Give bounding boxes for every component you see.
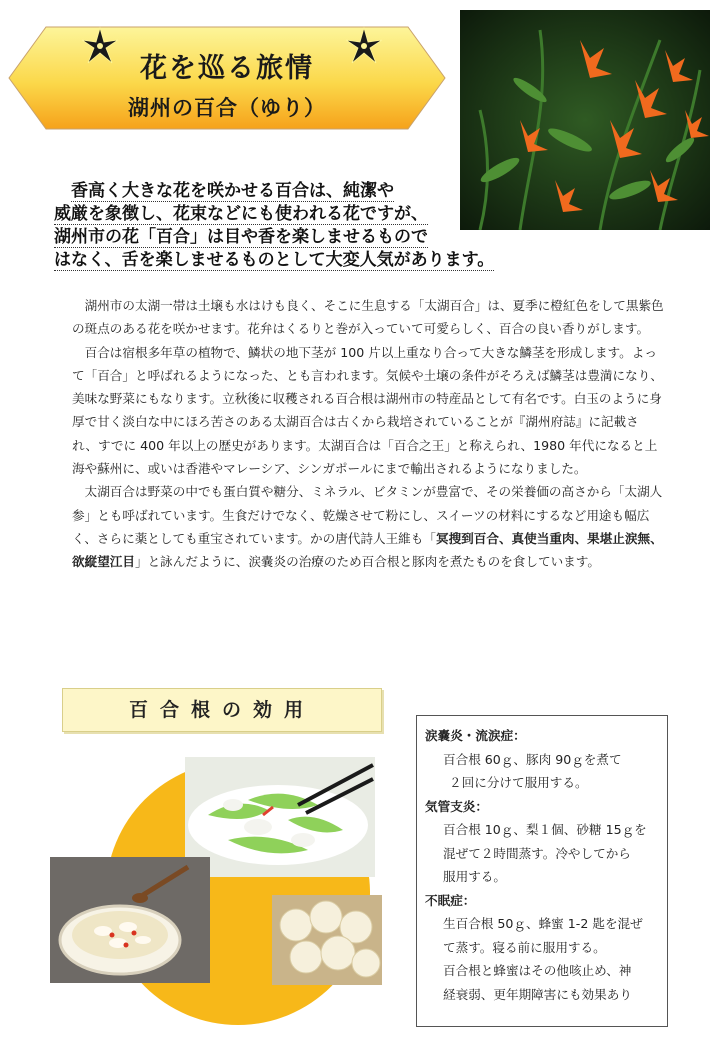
intro-line-2: 威厳を象徴し、花束などにも使われる花ですが、 [54, 204, 428, 224]
lily-soup-photo [50, 857, 210, 983]
paragraph-2: 百合は宿根多年草の植物で、鱗状の地下茎が 100 片以上重なり合って大きな鱗茎を形成します。よって「百合」と呼ばれるようになった、とも言われます。気候や土壌の条件がそろえば鱗茎は豊満になり、美味な野菜にもなります。立秋後に収穫される百合根は湖州市の特産品として有名です。白玉のように身厚で甘く淡白な中にほろ苦さのある太湖百合は古くから栽培されていることが『湖州府誌』に記載され、すでに 400 年以上の歴史があります。太湖百合は「百合之王」と称えられ、1980 年代になると上海や蘇州に、或いは香港やマレーシア、シンガポールにまで輸出されるようになりました。 [72, 344, 663, 477]
remedy-line: 百合根 60ｇ、豚肉 90ｇを煮て [443, 751, 622, 767]
remedy-line: 百合根 10ｇ、梨１個、砂糖 15ｇを [443, 822, 647, 837]
paragraph-3: 太湖百合は野菜の中でも蛋白質や糖分、ミネラル、ビタミンが豊富で、その栄養価の高さから「太湖人参」とも呼ばれています。生食だけでなく、乾燥させて粉にし、スイーツの材料にするなど用途も幅広く、さらに薬としても重宝されています。かの唐代詩人王維も「冥搜到百合、真使当重肉、果堪止涙無、欲縦望江目」と詠んだように、涙嚢炎の治療のため百合根と豚肉を煮たものを食しています。 [72, 484, 663, 570]
page-title: 花を巡る旅情 [140, 53, 314, 84]
symptom-label: 気管支炎： [425, 798, 488, 814]
paragraph-1: 湖州市の太湖一帯は土壌も水はけも良く、そこに生息する「太湖百合」は、夏季に橙紅色をして黒紫色の斑点のある花を咲かせます。花弁はくるりと巻が入っていて可愛らしく、百合の良い香りがします。 [72, 298, 664, 337]
symptom-label: 不眠症： [425, 892, 476, 908]
symptom-label: 涙嚢炎・流涙症： [425, 728, 526, 743]
remedy-line: 百合根と蜂蜜はその他咳止め、神 [443, 963, 632, 978]
intro-line-4: はなく、舌を楽しませるものとして大変人気があります。 [54, 250, 495, 270]
wang-wei-poem: 冥搜到百合、真使当重肉、果堪止涙無、欲縦望江目 [72, 530, 663, 570]
intro-line-3: 湖州市の花「百合」は目や香を楽しませるもので [54, 227, 428, 247]
remedy-line: ２回に分けて服用する。 [449, 775, 588, 790]
article-body [72, 294, 664, 574]
remedy-line: 生百合根 50ｇ、蜂蜜 1-2 匙を混ぜ [443, 916, 643, 931]
intro-lead [54, 180, 524, 272]
effects-heading: 百合根の効用 [62, 688, 382, 732]
lily-bulbs-photo [272, 895, 382, 985]
remedy-line: 服用する。 [443, 869, 506, 884]
title-banner [8, 26, 446, 130]
intro-line-1: 香高く大きな花を咲かせる百合は、純潔や [71, 181, 394, 201]
remedy-line: 混ぜて２時間蒸す。冷やしてから [443, 845, 631, 861]
remedy-box [416, 715, 668, 1027]
page-subtitle: 湖州の百合（ゆり） [128, 96, 326, 120]
lily-bulb-photos [48, 745, 398, 1025]
remedy-line: 経衰弱、更年期障害にも効果あり [443, 986, 632, 1002]
remedy-line: て蒸す。寝る前に服用する。 [443, 939, 606, 955]
stir-fry-photo [185, 757, 375, 877]
